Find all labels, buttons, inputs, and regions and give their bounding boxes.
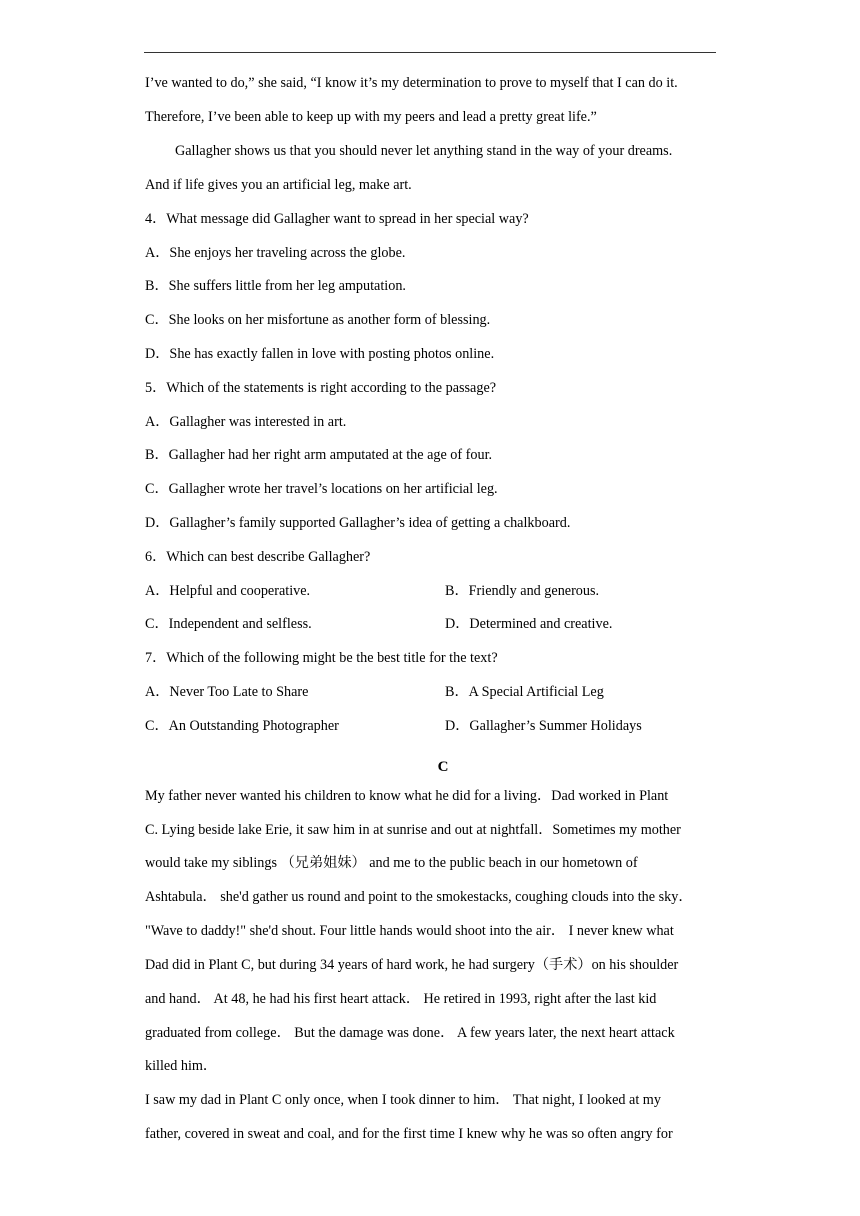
question-4-option-b: B．She suffers little from her leg amputation.: [145, 278, 406, 294]
passage-line: father, covered in sweat and coal, and for the first time I knew why he was so often angry for: [145, 1126, 673, 1142]
question-4-option-a: A．She enjoys her traveling across the globe.: [145, 245, 406, 261]
passage-line: killed him．: [145, 1058, 218, 1074]
passage-line: and hand． At 48, he had his first heart attack． He retired in 1993, right after the last kid: [145, 991, 657, 1007]
question-5-option-a: A．Gallagher was interested in art.: [145, 414, 347, 430]
question-7-option-c: C．An Outstanding Photographer: [145, 718, 339, 734]
question-6-option-b: B．Friendly and generous.: [445, 583, 600, 599]
question-5-stem: 5．Which of the statements is right according to the passage?: [145, 380, 497, 396]
passage-line: C. Lying beside lake Erie, it saw him in at sunrise and out at nightfall．Sometimes my mother: [145, 822, 681, 838]
question-7-option-b: B．A Special Artificial Leg: [445, 684, 604, 700]
question-6-stem: 6．Which can best describe Gallagher?: [145, 549, 371, 565]
question-5-option-b: B．Gallagher had her right arm amputated at the age of four.: [145, 447, 493, 463]
question-4-stem: 4．What message did Gallagher want to spread in her special way?: [145, 211, 529, 227]
question-4-option-d: D．She has exactly fallen in love with posting photos online.: [145, 346, 495, 362]
passage-line: Dad did in Plant C, but during 34 years of hard work, he had surgery（手术）on his shoulder: [145, 957, 679, 973]
question-7-option-a: A．Never Too Late to Share: [145, 684, 309, 700]
passage-line: I saw my dad in Plant C only once, when I took dinner to him． That night, I looked at my: [145, 1092, 661, 1108]
passage-line: And if life gives you an artificial leg, make art.: [145, 177, 412, 193]
question-5-option-d: D．Gallagher’s family supported Gallagher’s idea of getting a chalkboard.: [145, 515, 571, 531]
question-7-option-d: D．Gallagher’s Summer Holidays: [445, 718, 642, 734]
passage-line: I’ve wanted to do,” she said, “I know it’s my determination to prove to myself that I can do it.: [145, 75, 678, 91]
question-7-stem: 7．Which of the following might be the best title for the text?: [145, 650, 498, 666]
passage-line: Gallagher shows us that you should never let anything stand in the way of your dreams.: [175, 143, 673, 159]
passage-line: Ashtabula． she'd gather us round and point to the smokestacks, coughing clouds into the sky．: [145, 889, 693, 905]
question-4-option-c: C．She looks on her misfortune as another form of blessing.: [145, 312, 491, 328]
header-rule: [144, 52, 716, 53]
question-5-option-c: C．Gallagher wrote her travel’s locations on her artificial leg.: [145, 481, 498, 497]
passage-line: Therefore, I’ve been able to keep up with my peers and lead a pretty great life.”: [145, 109, 597, 125]
question-6-option-a: A．Helpful and cooperative.: [145, 583, 311, 599]
passage-line: graduated from college． But the damage was done． A few years later, the next heart attack: [145, 1025, 675, 1041]
question-6-option-c: C．Independent and selfless.: [145, 616, 312, 632]
question-6-option-d: D．Determined and creative.: [445, 616, 613, 632]
passage-line: My father never wanted his children to know what he did for a living．Dad worked in Plant: [145, 788, 669, 804]
section-heading: C: [437, 759, 449, 775]
passage-line: would take my siblings （兄弟姐妹） and me to the public beach in our hometown of: [145, 855, 638, 871]
passage-line: "Wave to daddy!" she'd shout. Four little hands would shoot into the air． I never knew what: [145, 923, 674, 939]
